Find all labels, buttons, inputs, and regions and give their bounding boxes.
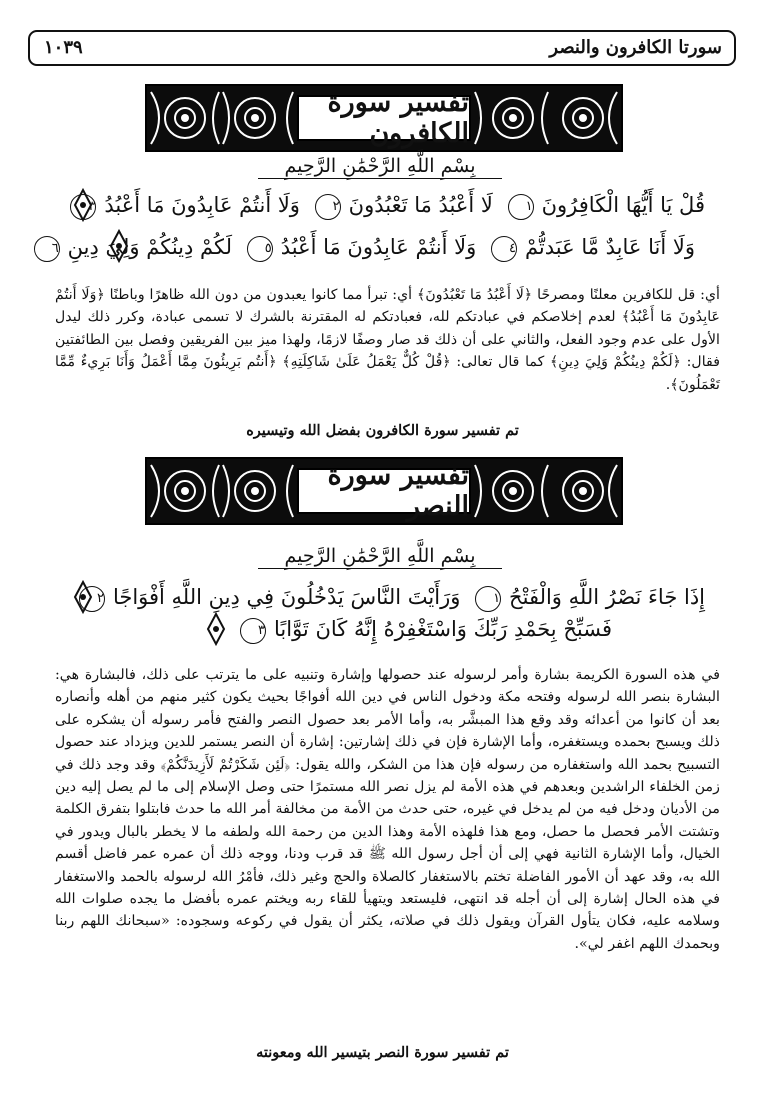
nasr-title-banner xyxy=(145,457,623,525)
verse-number: ٣ xyxy=(240,618,266,644)
verse-text: وَلَا أَنَا عَابِدٌ مَّا عَبَدتُّمْ xyxy=(524,235,695,259)
nasr-basmala: بِسْمِ اللَّهِ الرَّحْمَٰنِ الرَّحِيمِ xyxy=(240,545,520,575)
nasr-verse-line-2 xyxy=(232,610,612,648)
ornament-pattern-icon xyxy=(147,459,297,523)
kafirun-title-banner xyxy=(145,84,623,152)
verse-text: فَسَبِّحْ بِحَمْدِ رَبِّكَ وَاسْتَغْفِرْهُ إِنَّهُ كَانَ تَوَّابًا xyxy=(274,617,612,641)
kafirun-basmala: بِسْمِ اللَّهِ الرَّحْمَٰنِ الرَّحِيمِ xyxy=(240,155,520,185)
verse-text: وَرَأَيْتَ النَّاسَ يَدْخُلُونَ فِي دِينِ اللَّهِ أَفْوَاجًا xyxy=(112,585,461,609)
header-title: سورتا الكافرون والنصر xyxy=(549,37,722,58)
page-number: ١٠٣٩ xyxy=(44,37,83,58)
kafirun-verse-line-1 xyxy=(88,186,705,224)
nasr-closing-line: تم تفسير سورة النصر بتيسير الله ومعونته xyxy=(256,1044,509,1061)
verse-number: ٤ xyxy=(491,236,517,262)
verse-text: لَا أَعْبُدُ مَا تَعْبُدُونَ xyxy=(348,193,493,217)
kafirun-closing-line: تم تفسير سورة الكافرون بفضل الله وتيسيره xyxy=(246,422,519,439)
running-header xyxy=(28,30,736,66)
ornament-pattern-icon xyxy=(147,86,297,150)
verse-number: ٢ xyxy=(79,586,105,612)
verse-number: ٥ xyxy=(247,236,273,262)
verse-text: قُلْ يَا أَيُّهَا الْكَافِرُونَ xyxy=(541,193,705,217)
nasr-banner-title: تفسير سورة النصر xyxy=(297,468,471,514)
verse-number: ١ xyxy=(475,586,501,612)
verse-ornament-icon xyxy=(205,612,227,646)
kafirun-banner-title: تفسير سورة الكافرون xyxy=(297,95,471,141)
verse-text: وَلَا أَنتُمْ عَابِدُونَ مَا أَعْبُدُ xyxy=(280,235,477,259)
kafirun-verse-line-2 xyxy=(51,228,695,266)
verse-number: ٢ xyxy=(315,194,341,220)
verse-text: لَكُمْ دِينُكُمْ وَلِيَ دِينِ xyxy=(67,235,233,259)
nasr-commentary xyxy=(55,664,720,955)
ornament-pattern-icon xyxy=(471,459,621,523)
ornament-pattern-icon xyxy=(471,86,621,150)
commentary-paragraph: في هذه السورة الكريمة بشارة وأمر لرسوله عند حصولها وإشارة وتنبيه على ما يترتب على ذلك، فالبشارة هي: البشارة بنصر الله لرسوله وفتحه مكة ودخول الناس في دين الله أفواجًا بحيث يكون كثير منهم من أهله وأنصاره بعد أن كانوا من أعدائه وقد وقع هذا المبشَّر به، وأما الأمر بعد حصول النصر والفتح فأمر رسوله أن يشكره على ذلك ويسبح بحمده ويستغفره، وأما الإشارة فإن في ذلك إشارتين: إشارة أن النصر يستمر للدين ويزداد عند حصول التسبيح بحمد الله واستغفاره من رسوله فإن هذا من الشكر، والله يقول: ﴿لَئِن شَكَرْتُمْ لَأَزِيدَنَّكُمْ﴾ وقد وجد ذلك في زمن الخلفاء الراشدين وبعدهم في هذه الأمة لم يزل نصر الله مستمرًا حتى وصل الإسلام إلى ما لم يصل إليه دين من الأديان ودخل فيه من لم يدخل في غيره، حتى حدث من الأمة من مخالفة أمر الله ما حدث فابتلوا بتفرق الكلمة وتشتت الأمر فحصل ما حصل، ومع هذا فلهذه الأمة وهذا الدين من رحمة الله ولطفه ما لا يخطر بالبال ويدور في الخيال، وأما الإشارة الثانية فهي إلى أن أجل رسول الله ﷺ قد قرب ودنا، ووجه ذلك أن عمره عمر فاضل أقسم الله به، وقد عهد أن الأمور الفاضلة تختم بالاستغفار كالصلاة والحج وغير ذلك، فأمْرُ الله لرسوله بالحمد والاستغفار في هذه الحال إشارة إلى أن أجله قد انتهى، فليستعد ويتهيأ للقاء ربه ويختم عمره بأفضل ما يجده صلوات الله وسلامه عليه، فكان يتأول القرآن ويقول ذلك في صلاته، يكثر أن يقول في ركوعه وسجوده: «سبحانك اللهم ربنا وبحمدك اللهم اغفر لي». xyxy=(55,667,720,952)
commentary-paragraph: أي: قل للكافرين معلنًا ومصرحًا ﴿لَا أَعْبُدُ مَا تَعْبُدُونَ﴾ أي: تبرأ مما كانوا يعبدون من دون الله ظاهرًا وباطنًا ﴿وَلَا أَنتُمْ عَابِدُونَ مَا أَعْبُدُ﴾ لعدم إخلاصكم في عبادتكم لله، فعبادتكم له المقترنة بالشرك لا تسمى عبادة، وكرر ذلك ليدل الأول على عدم وجود الفعل، والثاني على أن ذلك قد صار وصفًا لازمًا، ولهذا ميز بين الفريقين وفصل بين الطائفتين فقال: ﴿لَكُمْ دِينُكُمْ وَلِيَ دِينِ﴾ كما قال تعالى: ﴿قُلْ كُلٌّ يَعْمَلُ عَلَىٰ شَاكِلَتِهِ﴾ ﴿أَنتُم بَرِيئُونَ مِمَّا أَعْمَلُ وَأَنَا بَرِيءٌ مِّمَّا تَعْمَلُونَ﴾. xyxy=(55,287,720,393)
verse-text: وَلَا أَنتُمْ عَابِدُونَ مَا أَعْبُدُ xyxy=(104,193,300,217)
verse-number: ١ xyxy=(508,194,534,220)
kafirun-commentary xyxy=(55,284,720,396)
verse-number: ٣ xyxy=(70,194,96,220)
verse-number: ٦ xyxy=(34,236,60,262)
verse-text: إِذَا جَاءَ نَصْرُ اللَّهِ وَالْفَتْحُ xyxy=(509,585,705,609)
